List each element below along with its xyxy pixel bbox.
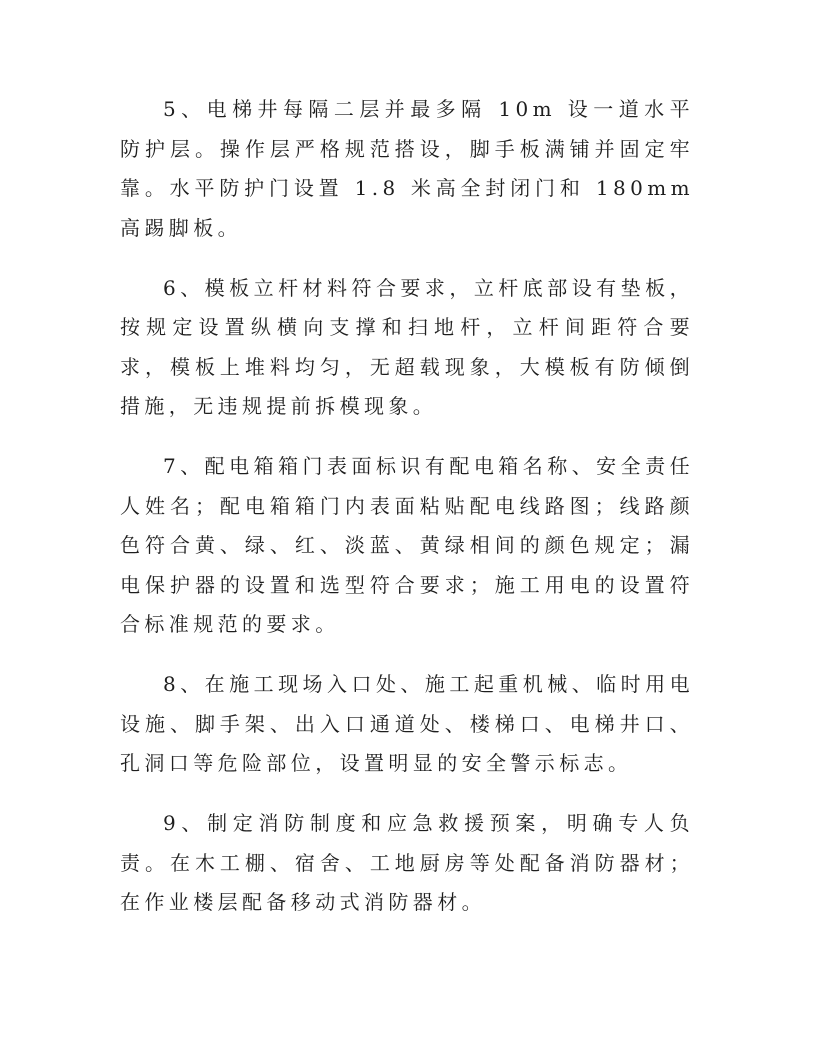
paragraph-5: 5、电梯井每隔二层并最多隔 10m 设一道水平防护层。操作层严格规范搭设，脚手板满铺并固定牢靠。水平防护门设置 1.8 米高全封闭门和 180mm 高踢脚板。 xyxy=(120,97,694,240)
paragraph-9: 9、制定消防制度和应急救援预案，明确专人负责。在木工棚、宿舍、工地厨房等处配备消防器材；在作业楼层配备移动式消防器材。 xyxy=(120,811,694,914)
paragraph-6: 6、模板立杆材料符合要求，立杆底部设有垫板，按规定设置纵横向支撑和扫地杆，立杆间距符合要求，模板上堆料均匀，无超载现象，大模板有防倾倒措施，无违规提前拆模现象。 xyxy=(120,275,694,418)
document-page xyxy=(120,90,694,943)
paragraph-7: 7、配电箱箱门表面标识有配电箱名称、安全责任人姓名；配电箱箱门内表面粘贴配电线路图；线路颜色符合黄、绿、红、淡蓝、黄绿相间的颜色规定；漏电保护器的设置和选型符合要求；施工用电的设置符合标准规范的要求。 xyxy=(120,454,694,636)
paragraph-8: 8、在施工现场入口处、施工起重机械、临时用电设施、脚手架、出入口通道处、楼梯口、电梯井口、孔洞口等危险部位，设置明显的安全警示标志。 xyxy=(120,672,694,775)
